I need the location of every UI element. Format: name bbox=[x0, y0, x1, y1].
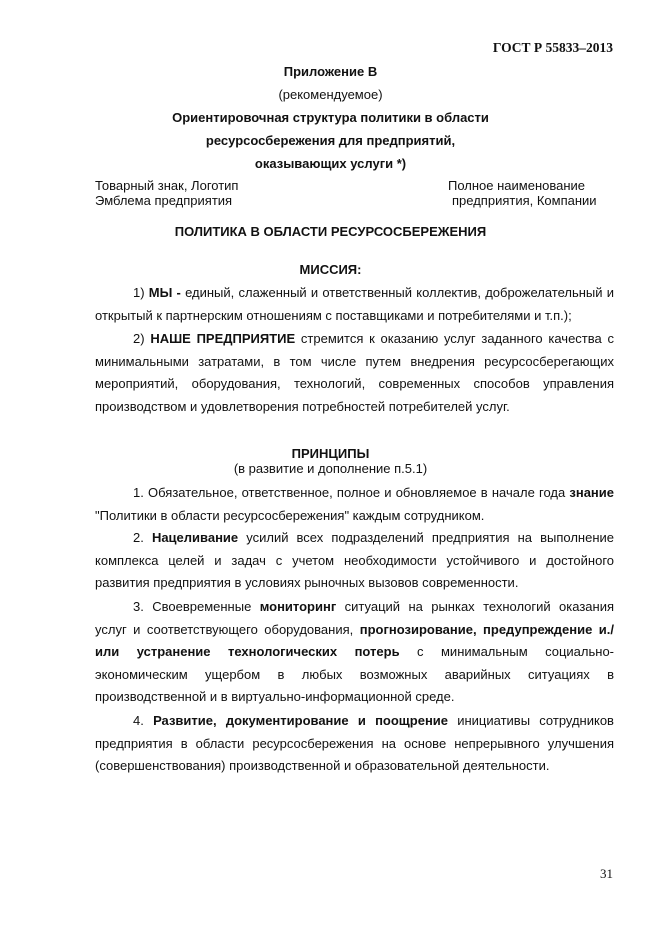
company-emblem-label: Эмблема предприятия bbox=[95, 193, 233, 208]
principles-subtitle: (в развитие и дополнение п.5.1) bbox=[233, 461, 428, 476]
principle-item-1: 1. Обязательное, ответственное, полное и обновляемое в начале года знание "Политики в области ресурсосбережения" каждым сотрудником. bbox=[95, 485, 614, 523]
company-name-label: предприятия, Компании bbox=[452, 193, 597, 208]
appendix-heading-line1: Ориентировочная структура политики в области bbox=[172, 110, 489, 125]
principles-title: ПРИНЦИПЫ bbox=[291, 446, 370, 461]
principle-item-4: 4. Развитие, документирование и поощрение инициативы сотрудников предприятия в области ресурсосбережения на основе непрерывного улучшения (совершенствования) производственной и образовательной деятельности. bbox=[95, 713, 614, 774]
appendix-title: Приложение В bbox=[283, 64, 378, 79]
policy-title: ПОЛИТИКА В ОБЛАСТИ РЕСУРСОСБЕРЕЖЕНИЯ bbox=[174, 224, 487, 239]
appendix-heading-line3: оказывающих услуги *) bbox=[254, 156, 407, 171]
full-name-label: Полное наименование bbox=[448, 178, 586, 193]
principle-item-3: 3. Своевременные мониторинг ситуаций на рынках технологий оказания услуг и соответствующего оборудования, прогнозирование, предупреждение и./или устранение технологических потерь с минимальным социально-экономическим ущербом в любых возможных аварийных ситуациях в производственной и в виртуально-информационной среде. bbox=[95, 599, 615, 705]
mission-item-2: 2) НАШЕ ПРЕДПРИЯТИЕ стремится к оказанию услуг заданного качества с минимальными затратами, в том числе путем внедрения ресурсосберегающих мероприятий, оборудования, технологий, современных способов управления производством и удовлетворения потребностей потребителей услуг. bbox=[95, 331, 614, 414]
standard-designation: ГОСТ Р 55833–2013 bbox=[492, 40, 613, 55]
appendix-status: (рекомендуемое) bbox=[278, 87, 383, 102]
mission-title: МИССИЯ: bbox=[299, 262, 362, 277]
principle-item-2: 2. Нацеливание усилий всех подразделений предприятия на выполнение комплекса целей и задач с учетом необходимости устойчивого и достойного развития предприятия в условиях рыночных вызовов современности. bbox=[95, 530, 614, 591]
page-number: 31 bbox=[600, 866, 613, 881]
mission-item-1: 1) МЫ - единый, слаженный и ответственный коллектив, доброжелательный и открытый к партнерским отношениям с поставщиками и потребителями и т.п.); bbox=[95, 285, 615, 323]
appendix-heading-line2: ресурсосбережения для предприятий, bbox=[205, 133, 456, 148]
trademark-logo-label: Товарный знак, Логотип bbox=[95, 178, 239, 193]
